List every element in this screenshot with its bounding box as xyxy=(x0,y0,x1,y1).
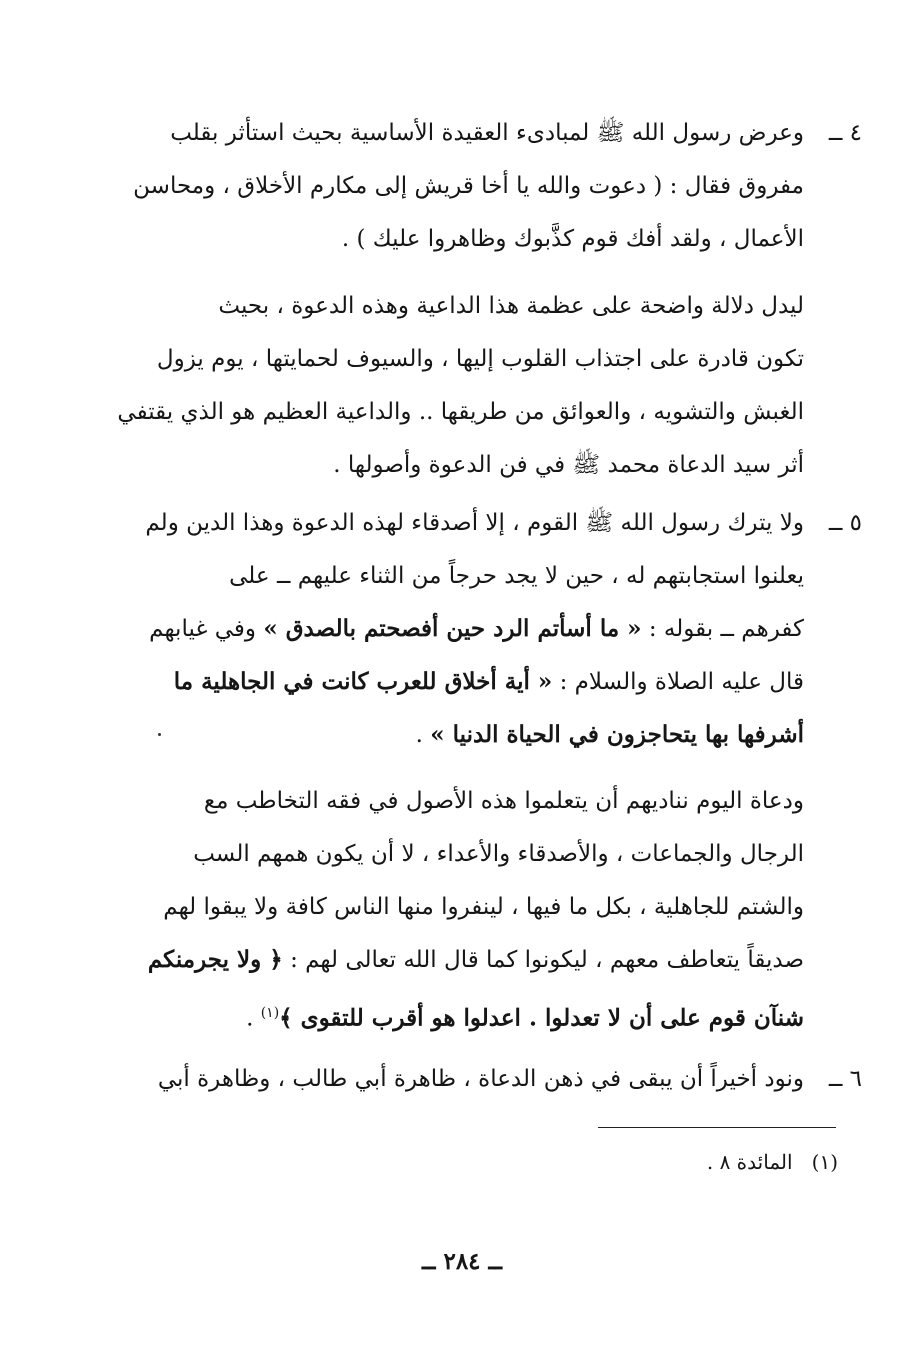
text-line: تكون قادرة على اجتذاب القلوب إليها ، والسيوف لحمايتها ، يوم يزول xyxy=(156,346,804,372)
text-fragment: قال عليه الصلاة والسلام : xyxy=(559,669,804,695)
text-fragment: صديقاً يتعاطف معهم ، ليكونوا كما قال الله تعالى لهم : xyxy=(290,947,804,973)
text-line: أثر سيد الدعاة محمد ﷺ في فن الدعوة وأصولها . xyxy=(333,452,804,478)
text-line xyxy=(246,997,804,1035)
text-line xyxy=(148,944,804,976)
footnote-divider xyxy=(598,1127,836,1128)
text-fragment: وفي غيابهم xyxy=(149,616,257,642)
item-dash: ــ xyxy=(828,1066,843,1092)
text-line: مفروق فقال : ( دعوت والله يا أخا قريش إلى مكارم الأخلاق ، ومحاسن xyxy=(133,173,804,199)
item-number xyxy=(829,507,862,539)
footnote-marker: (١) xyxy=(811,1150,838,1174)
text-line xyxy=(174,666,804,698)
text-line: وعرض رسول الله ﷺ لمبادىء العقيدة الأساسية بحيث استأثر بقلب xyxy=(170,120,804,146)
page-number: ــ ٢٨٤ ــ xyxy=(421,1248,503,1275)
footnote-text: المائدة ٨ . xyxy=(706,1150,793,1174)
item-number-digit: ٦ xyxy=(849,1066,862,1092)
text-line: الغبش والتشويه ، والعوائق من طريقها .. والداعية العظيم هو الذي يقتفي xyxy=(117,399,804,425)
text-line: ودعاة اليوم نناديهم أن يتعلموا هذه الأصول في فقه التخاطب مع xyxy=(203,788,804,814)
bold-quote: أشرفها بها يتحاجزون في الحياة الدنيا » xyxy=(430,721,804,748)
text-line: ونود أخيراً أن يبقى في ذهن الدعاة ، ظاهرة أبي طالب ، وظاهرة أبي xyxy=(157,1066,804,1092)
item-number-digit: ٤ xyxy=(849,120,862,146)
item-dash: ــ xyxy=(828,120,843,146)
text-line: الأعمال ، ولقد أفك قوم كذَّبوك وظاهروا عليك ) . xyxy=(341,226,804,252)
text-line xyxy=(149,613,804,645)
footnote-reference: (١) xyxy=(260,1005,280,1021)
item-dash: ــ xyxy=(828,510,843,536)
text-line: الرجال والجماعات ، والأصدقاء والأعداء ، لا أن يكون همهم السب xyxy=(193,841,804,867)
text-line: ليدل دلالة واضحة على عظمة هذا الداعية وهذه الدعوة ، بحيث xyxy=(218,293,804,319)
bold-quote: « أية أخلاق للعرب كانت في الجاهلية ما xyxy=(173,668,553,695)
stray-dot xyxy=(158,733,161,736)
item-number-digit: ٥ xyxy=(849,510,862,536)
text-line: ولا يترك رسول الله ﷺ القوم ، إلا أصدقاء لهذه الدعوة وهذا الدين ولم xyxy=(145,510,804,536)
item-number xyxy=(829,117,862,149)
text-fragment: كفرهم ــ بقوله : xyxy=(648,616,804,642)
text-fragment: . xyxy=(246,1005,254,1032)
item-number xyxy=(829,1063,862,1095)
bold-quote: « ما أسأتم الرد حين أفصحتم بالصدق » xyxy=(263,615,642,642)
bold-quran-verse: ﴿ ولا يجرمنكم xyxy=(147,946,283,973)
text-line: والشتم للجاهلية ، بكل ما فيها ، لينفروا منها الناس كافة ولا يبقوا لهم xyxy=(163,894,804,920)
footnote xyxy=(707,1148,838,1176)
text-line xyxy=(416,719,804,751)
text-fragment: . xyxy=(415,722,423,748)
text-line: يعلنوا استجابتهم له ، حين لا يجد حرجاً من الثناء عليهم ــ على xyxy=(229,563,804,589)
bold-quran-verse: شنآن قوم على أن لا تعدلوا . اعدلوا هو أقرب للتقوى ﴾ xyxy=(279,1004,804,1032)
